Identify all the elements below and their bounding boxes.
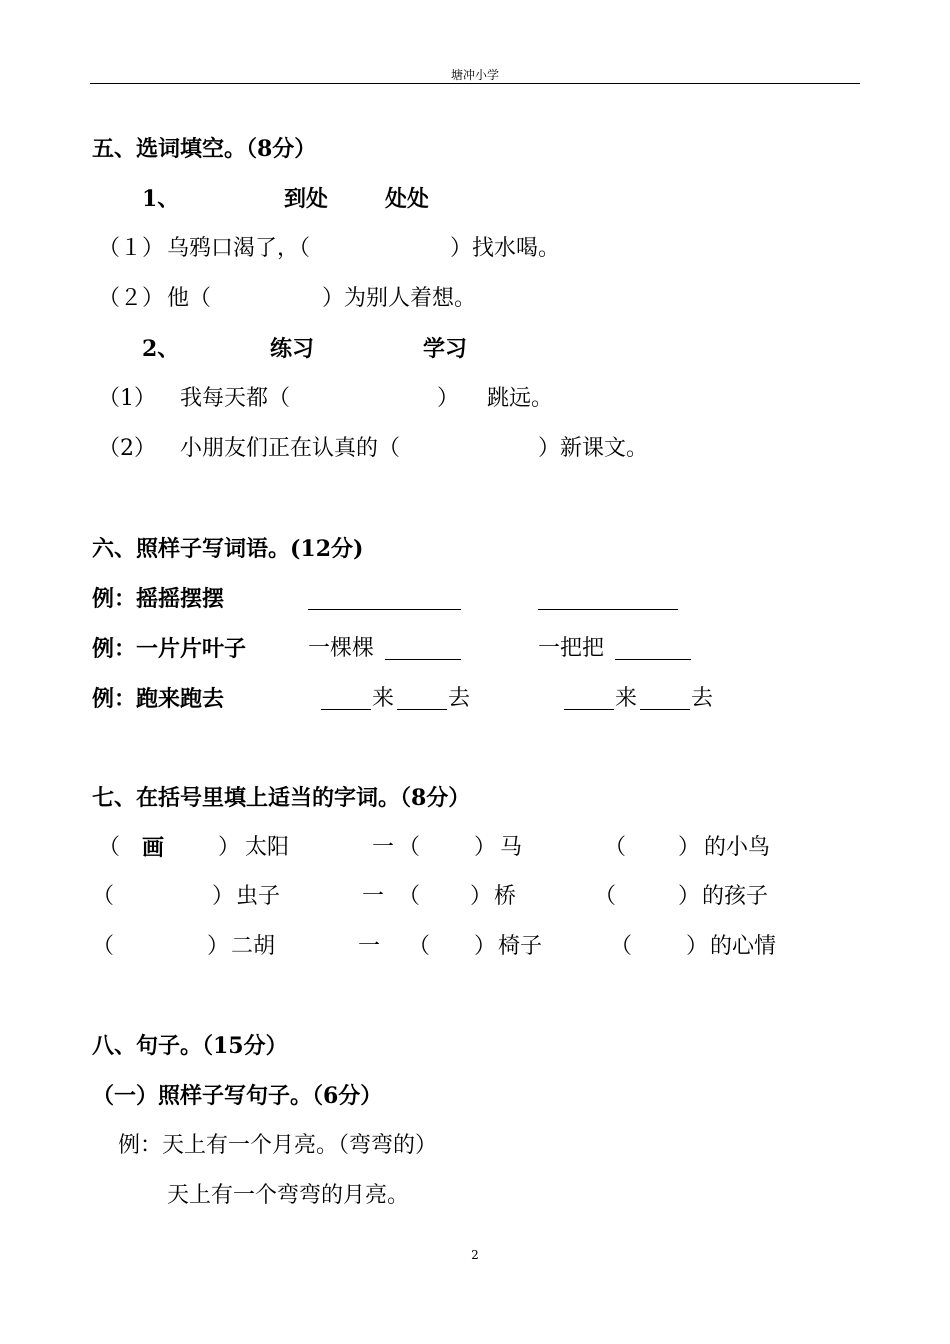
header-school-name: 塘冲小学 <box>450 68 499 82</box>
s5-group2-number: 2、 <box>142 336 180 362</box>
paren-open: （ <box>98 835 121 860</box>
question-text-start: 小朋友们正在认真的（ <box>180 436 401 461</box>
s6-prompt-yibaba: 一把把 <box>538 636 605 661</box>
question-number: （２） <box>98 286 165 311</box>
paren-open: （ <box>92 934 115 959</box>
paren-open: （ <box>594 884 617 909</box>
question-number: （2） <box>98 436 156 461</box>
s5-word-lianxi: 练习 <box>270 336 315 362</box>
paren-open: （ <box>610 934 633 959</box>
question-text-end: ）找水喝。 <box>450 236 561 261</box>
section-6-title: 六、照样子写词语。(12分) <box>92 536 364 562</box>
answer-blank[interactable] <box>397 709 447 710</box>
s7-yi: 一 <box>372 835 395 860</box>
s7-row-2 <box>0 881 950 913</box>
paren-open: （ <box>398 884 421 909</box>
section-8-subtitle: （一）照样子写句子。（6分） <box>92 1083 383 1109</box>
s6-char-lai: 来 <box>615 686 638 711</box>
s5-group1-number: 1、 <box>142 186 180 212</box>
section-8-title: 八、句子。（15分） <box>92 1033 288 1059</box>
s6-char-qu: 去 <box>691 686 714 711</box>
page-number: 2 <box>471 1248 479 1262</box>
paren-close: ） <box>207 934 230 959</box>
s5-word-xuexi: 学习 <box>423 336 468 362</box>
answer-blank[interactable] <box>321 709 371 710</box>
question-text-end: ）新课文。 <box>538 436 649 461</box>
s7-row-3 <box>0 931 950 963</box>
s8-example-answer: 天上有一个弯弯的月亮。 <box>167 1183 410 1208</box>
s6-example-1: 例：摇摇摆摆 <box>92 586 225 612</box>
paren-close: ） <box>686 934 709 959</box>
section-7-title: 七、在括号里填上适当的字词。（8分） <box>92 785 471 811</box>
s6-row-3 <box>0 683 950 715</box>
question-paren-close: ） <box>437 386 460 411</box>
s7-item: 椅子 <box>498 934 543 959</box>
answer-blank[interactable] <box>615 659 691 660</box>
s5-question-3 <box>0 383 950 415</box>
paren-open: （ <box>408 934 431 959</box>
question-text-end: 跳远。 <box>487 386 554 411</box>
s6-example-2: 例：一片片叶子 <box>92 636 247 662</box>
s5-question-2 <box>0 283 950 315</box>
question-text-start: 乌鸦口渴了，（ <box>167 236 311 261</box>
s6-row-1 <box>0 583 950 615</box>
s7-item: 的孩子 <box>702 884 769 909</box>
s6-row-2 <box>0 633 950 665</box>
header-divider <box>90 83 860 84</box>
paren-close: ） <box>474 835 497 860</box>
question-text-end: ）为别人着想。 <box>322 286 477 311</box>
paren-close: ） <box>470 884 493 909</box>
question-text-start: 他（ <box>167 286 212 311</box>
s7-item: 的心情 <box>710 934 777 959</box>
paren-close: ） <box>218 835 241 860</box>
s6-char-lai: 来 <box>372 686 395 711</box>
paren-close: ） <box>212 884 235 909</box>
answer-blank[interactable] <box>564 709 614 710</box>
section-5-title: 五、选词填空。（8分） <box>92 136 317 162</box>
s5-group1-words <box>0 183 950 215</box>
paren-close: ） <box>678 835 701 860</box>
paren-close: ） <box>678 884 701 909</box>
answer-blank[interactable] <box>538 609 678 610</box>
s5-word-daochu: 到处 <box>284 186 329 212</box>
question-number: （1） <box>98 386 156 411</box>
answer-blank[interactable] <box>385 659 461 660</box>
s6-char-qu: 去 <box>448 686 471 711</box>
paren-close: ） <box>474 934 497 959</box>
paren-open: （ <box>398 835 421 860</box>
question-number: （１） <box>98 236 165 261</box>
s5-question-4 <box>0 433 950 465</box>
s7-item: 的小鸟 <box>704 835 771 860</box>
s6-example-3: 例：跑来跑去 <box>92 686 225 712</box>
paren-open: （ <box>92 884 115 909</box>
paren-open: （ <box>604 835 627 860</box>
s5-question-1 <box>0 233 950 265</box>
answer-blank[interactable] <box>308 609 461 610</box>
s7-item: 马 <box>500 835 523 860</box>
s5-group2-words <box>0 333 950 365</box>
s7-row-1 <box>0 832 950 864</box>
s7-item: 虫子 <box>236 884 281 909</box>
s8-example-sentence: 例：天上有一个月亮。（弯弯的） <box>118 1133 438 1158</box>
s7-yi: 一 <box>358 934 381 959</box>
s5-word-chuchu: 处处 <box>385 186 430 212</box>
s7-item: 太阳 <box>245 835 290 860</box>
answer-blank[interactable] <box>640 709 690 710</box>
s6-prompt-yikeke: 一棵棵 <box>308 636 375 661</box>
s7-item: 桥 <box>494 884 517 909</box>
question-text-start: 我每天都（ <box>180 386 291 411</box>
s7-yi: 一 <box>362 884 385 909</box>
s7-example-word: 画 <box>142 835 165 861</box>
s7-item: 二胡 <box>231 934 276 959</box>
